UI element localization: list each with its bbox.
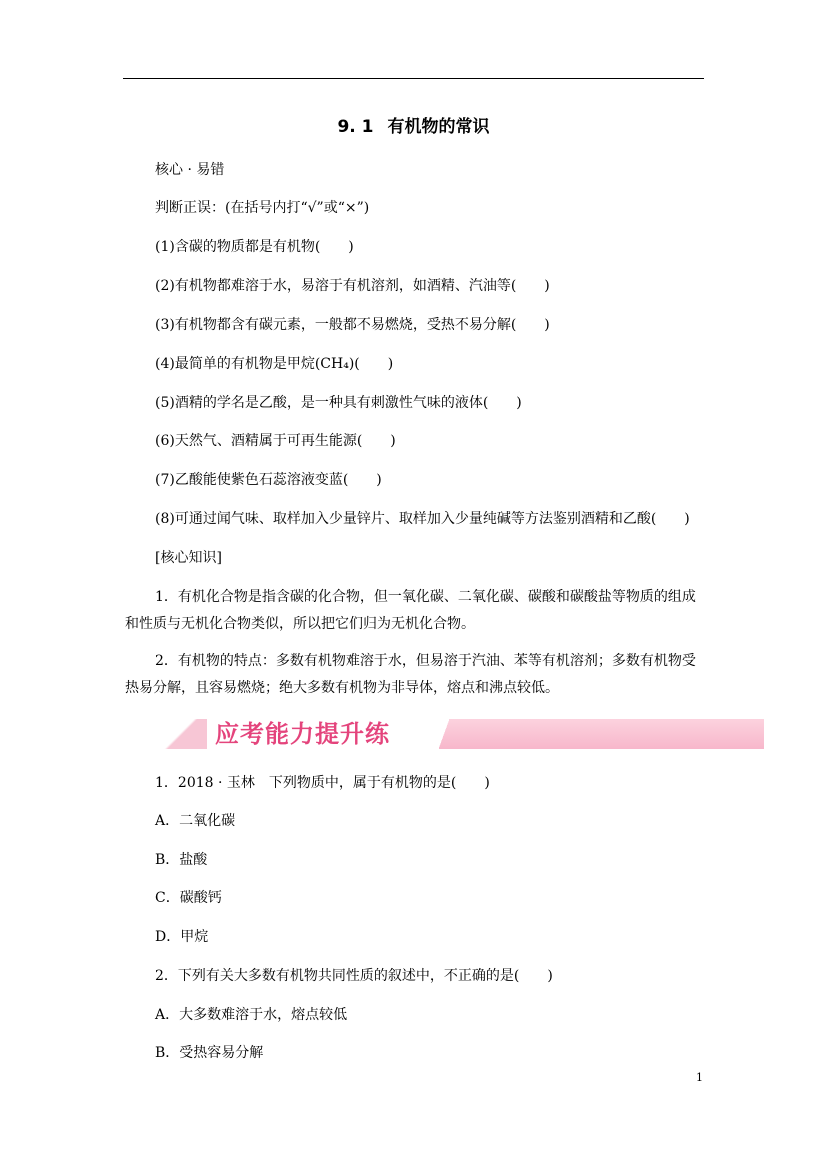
instruction: 判断正误：(在括号内打“√”或“×”) [155, 200, 370, 216]
judge-item-7: (7)乙酸能使紫色石蕊溶液变蓝( ) [155, 472, 382, 488]
question-2-option-a: A．大多数难溶于水，熔点较低 [155, 1007, 348, 1023]
judge-item-2: (2)有机物都难溶于水，易溶于有机溶剂，如酒精、汽油等( ) [155, 278, 550, 294]
banner-slash-decoration [439, 719, 449, 749]
question-1-option-d: D．甲烷 [155, 929, 209, 945]
judge-item-4: (4)最简单的有机物是甲烷(CH₄)( ) [155, 356, 394, 372]
page-title [0, 112, 827, 137]
core-heading: 核心 · 易错 [155, 162, 225, 178]
question-1-option-a: A．二氧化碳 [155, 813, 236, 829]
question-2-option-b: B．受热容易分解 [155, 1045, 264, 1061]
banner-band [439, 719, 764, 749]
knowledge-paragraph-1: 1．有机化合物是指含碳的化合物，但一氧化碳、二氧化碳、碳酸和碳酸盐等物质的组成和性质与无机化合物类似，所以把它们归为无机化合物。 [125, 589, 696, 632]
judge-item-8: (8)可通过闻气味、取样加入少量锌片、取样加入少量纯碱等方法鉴别酒精和乙酸( ) [155, 511, 690, 527]
question-1-option-c: C．碳酸钙 [155, 890, 222, 906]
banner-corner-decoration [155, 719, 207, 749]
banner-label: 应考能力提升练 [207, 719, 439, 749]
question-1-option-b: B．盐酸 [155, 852, 208, 868]
page-number: 1 [696, 1071, 703, 1084]
section-banner [155, 719, 764, 749]
title-text: 有机物的常识 [387, 117, 490, 137]
question-2-stem: 2．下列有关大多数有机物共同性质的叙述中，不正确的是( ) [155, 968, 553, 984]
knowledge-heading: [核心知识] [155, 550, 222, 566]
header-rule [123, 78, 704, 79]
question-1-stem: 1．2018 · 玉林 下列物质中，属于有机物的是( ) [155, 775, 490, 791]
judge-item-1: (1)含碳的物质都是有机物( ) [155, 239, 354, 255]
judge-item-3: (3)有机物都含有碳元素，一般都不易燃烧，受热不易分解( ) [155, 317, 550, 333]
title-number: 9. 1 [337, 117, 374, 137]
judge-item-5: (5)酒精的学名是乙酸，是一种具有刺激性气味的液体( ) [155, 395, 522, 411]
judge-item-6: (6)天然气、酒精属于可再生能源( ) [155, 433, 396, 449]
knowledge-paragraph-2: 2．有机物的特点：多数有机物难溶于水，但易溶于汽油、苯等有机溶剂；多数有机物受热易分解，且容易燃烧；绝大多数有机物为非导体，熔点和沸点较低。 [125, 653, 696, 696]
